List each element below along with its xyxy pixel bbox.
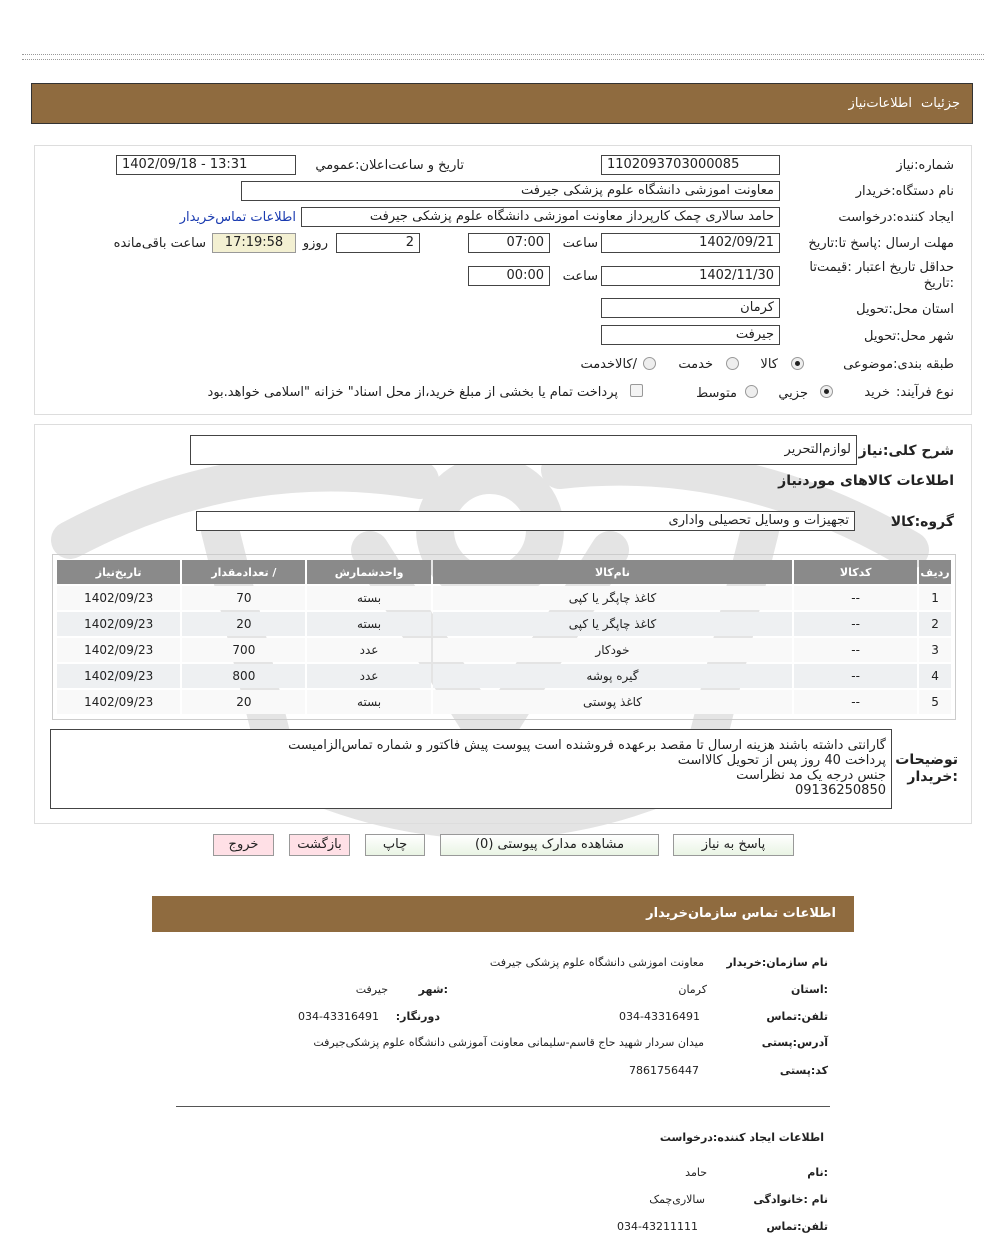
col-qty: / تعدادمقدار <box>182 560 305 584</box>
buyer-contact-link[interactable]: اطلاعات تماس‌خریدار <box>179 210 296 225</box>
cell-name: کاغذ چاپگر یا کپی <box>433 612 793 636</box>
process-minor-label: جزیي <box>778 386 808 401</box>
cell-qty: 20 <box>182 612 305 636</box>
buyer-note-line: 09136250850 <box>795 783 886 798</box>
cell-row: 4 <box>919 664 951 688</box>
need-number-field: 1102093703000085 <box>601 155 780 175</box>
table-row <box>57 586 951 610</box>
validity-time-field: 00:00 <box>468 266 550 286</box>
cell-qty: 70 <box>182 586 305 610</box>
print-button[interactable]: چاپ <box>365 834 425 856</box>
cell-date: 1402/09/23 <box>57 612 180 636</box>
process-medium-label: متوسط <box>696 386 737 401</box>
category-service-label: خدمت <box>678 357 713 372</box>
table-row <box>57 612 951 636</box>
tab-need-info[interactable]: اطلاعات‌نیاز <box>848 96 912 111</box>
table-row <box>57 664 951 688</box>
cell-row: 2 <box>919 612 951 636</box>
province-contact-label: :استان <box>791 983 828 996</box>
process-medium-radio[interactable] <box>745 385 758 398</box>
cell-code: -- <box>794 586 917 610</box>
col-row: ردیف <box>919 560 951 584</box>
need-desc-label: شرح کلی:نیاز <box>858 443 954 459</box>
province-contact-value: کرمان <box>678 983 707 996</box>
requester-title: اطلاعات ایجاد کننده:درخواست <box>659 1131 824 1144</box>
req-phone-value: 034-43211111 <box>617 1220 698 1233</box>
category-service-radio[interactable] <box>726 357 739 370</box>
back-button[interactable]: بازگشت <box>289 834 350 856</box>
deadline-time-field: 07:00 <box>468 233 550 253</box>
postal-label: کد:پستی <box>779 1064 828 1077</box>
cell-qty: 20 <box>182 690 305 714</box>
buyer-label: نام دستگاه:خریدار <box>855 184 954 199</box>
cell-code: -- <box>794 664 917 688</box>
cell-code: -- <box>794 638 917 662</box>
tab-details[interactable]: جزئیات <box>921 96 960 111</box>
category-both-radio[interactable] <box>643 357 656 370</box>
goods-group-label: گروه:کالا <box>890 514 954 530</box>
province-label: استان محل:تحویل <box>856 302 954 317</box>
cell-code: -- <box>794 690 917 714</box>
col-unit: واحدشمارش <box>307 560 430 584</box>
deadline-time-label: ساعت <box>562 236 598 251</box>
validity-label: حداقل تاریخ اعتبار :قیمت‌تا :تاریخ <box>809 260 954 291</box>
validity-time-label: ساعت <box>562 269 598 284</box>
top-divider <box>22 54 984 60</box>
province-field: کرمان <box>601 298 780 318</box>
cell-date: 1402/09/23 <box>57 690 180 714</box>
remaining-timer: 17:19:58 <box>212 233 296 253</box>
fax-value: 034-43316491 <box>298 1010 379 1023</box>
cell-unit: عدد <box>307 664 430 688</box>
cell-date: 1402/09/23 <box>57 664 180 688</box>
city-field: جیرفت <box>601 325 780 345</box>
postal-value: 7861756447 <box>629 1064 699 1077</box>
col-code: کدکالا <box>794 560 917 584</box>
deadline-date-field: 1402/09/21 <box>601 233 780 253</box>
category-both-label: /کالاخدمت <box>580 357 637 372</box>
need-number-label: شماره:نیاز <box>896 158 954 173</box>
category-goods-radio[interactable] <box>791 357 804 370</box>
address-label: آدرس:پستی <box>761 1036 828 1049</box>
cell-name: گیره پوشه <box>433 664 793 688</box>
org-value: معاونت اموزشی دانشگاه علوم پزشکی جیرفت <box>489 956 704 969</box>
name-label: :نام <box>807 1166 828 1179</box>
cell-qty: 800 <box>182 664 305 688</box>
announce-field: 1402/09/18 - 13:31 <box>116 155 296 175</box>
creator-label: ایجاد کننده:درخواست <box>838 210 954 225</box>
cell-unit: بسته <box>307 586 430 610</box>
buyer-note-line: گارانتی داشته باشند هزینه ارسال تا مقصد برعهده فروشنده است پیوست پیش فاکتور و شماره تماس‌الزامیست <box>288 738 886 753</box>
cell-qty: 700 <box>182 638 305 662</box>
phone-value: 034-43316491 <box>619 1010 700 1023</box>
city-contact-label: :شهر <box>418 983 448 996</box>
name-value: حامد <box>685 1166 707 1179</box>
cell-unit: عدد <box>307 638 430 662</box>
table-row <box>57 690 951 714</box>
cell-row: 5 <box>919 690 951 714</box>
cell-unit: بسته <box>307 690 430 714</box>
org-label: نام سازمان:خریدار <box>726 956 828 969</box>
deadline-label: مهلت ارسال :پاسخ تا:تاریخ <box>808 236 954 251</box>
city-contact-value: جیرفت <box>355 983 388 996</box>
cell-name: کاغذ چاپگر یا کپی <box>433 586 793 610</box>
contact-header <box>152 896 854 932</box>
process-kharid: خرید <box>864 385 890 400</box>
days-field: 2 <box>336 233 420 253</box>
creator-field: حامد سالاری چمک کارپرداز معاونت اموزشی دانشگاه علوم پزشکی جیرفت <box>301 207 780 227</box>
days-label: روزو <box>302 236 328 251</box>
family-label: نام :خانوادگی <box>753 1193 828 1206</box>
attachments-button[interactable]: مشاهده مدارک پیوستی (0) <box>440 834 659 856</box>
treasury-payment-checkbox[interactable] <box>630 384 643 397</box>
city-label: شهر محل:تحویل <box>864 329 954 344</box>
cell-row: 3 <box>919 638 951 662</box>
buyer-note-line: جنس درجه یک مد نظراست <box>736 768 886 783</box>
goods-group-field: تجهیزات و وسایل تحصیلی واداری <box>196 511 855 531</box>
cell-date: 1402/09/23 <box>57 638 180 662</box>
reply-button[interactable]: پاسخ به نیاز <box>673 834 794 856</box>
category-label: طبقه بندی:موضوعی <box>843 357 954 372</box>
treasury-payment-note: پرداخت تمام یا بخشی از مبلغ خرید،از محل اسناد" خزانه "اسلامی خواهد.بود <box>207 385 618 400</box>
remaining-label: ساعت باقی‌مانده <box>113 236 206 251</box>
cell-unit: بسته <box>307 612 430 636</box>
process-minor-radio[interactable] <box>820 385 833 398</box>
contact-divider <box>176 1106 830 1107</box>
req-phone-label: تلفن:تماس <box>766 1220 828 1233</box>
family-value: سالاری‌چمک <box>649 1193 705 1206</box>
validity-date-field: 1402/11/30 <box>601 266 780 286</box>
process-label: نوع فرآیند: <box>896 385 954 400</box>
col-name: نام‌کالا <box>433 560 793 584</box>
exit-button[interactable]: خروج <box>213 834 274 856</box>
phone-label: تلفن:تماس <box>766 1010 828 1023</box>
cell-code: -- <box>794 612 917 636</box>
buyer-notes-label: توضیحات :خریدار <box>895 752 958 785</box>
need-desc-field: لوازم‌التحریر <box>190 435 857 465</box>
cell-name: کاغذ پوستی <box>433 690 793 714</box>
goods-info-title: اطلاعات کالاهای موردنیاز <box>778 473 954 489</box>
cell-date: 1402/09/23 <box>57 586 180 610</box>
goods-table <box>55 558 953 716</box>
cell-name: خودکار <box>433 638 793 662</box>
category-goods-label: کالا <box>760 357 778 372</box>
col-date: تاریخ‌نیاز <box>57 560 180 584</box>
cell-row: 1 <box>919 586 951 610</box>
buyer-note-line: پرداخت 40 روز پس از تحویل کالااست <box>677 753 886 768</box>
header-bar <box>31 83 973 124</box>
table-row <box>57 638 951 662</box>
buyer-field: معاونت اموزشی دانشگاه علوم پزشکی جیرفت <box>241 181 780 201</box>
address-value: میدان سردار شهید حاج قاسم-سلیمانی معاونت آموزشی دانشگاه علوم پزشکی‌جیرفت <box>313 1036 704 1049</box>
announce-label: تاریخ و ساعت‌اعلان:عمومي <box>315 158 464 173</box>
buyer-notes-box <box>50 729 892 809</box>
fax-label: دورنگار: <box>395 1010 440 1023</box>
contact-title: اطلاعات تماس سازمان‌خریدار <box>646 906 836 921</box>
